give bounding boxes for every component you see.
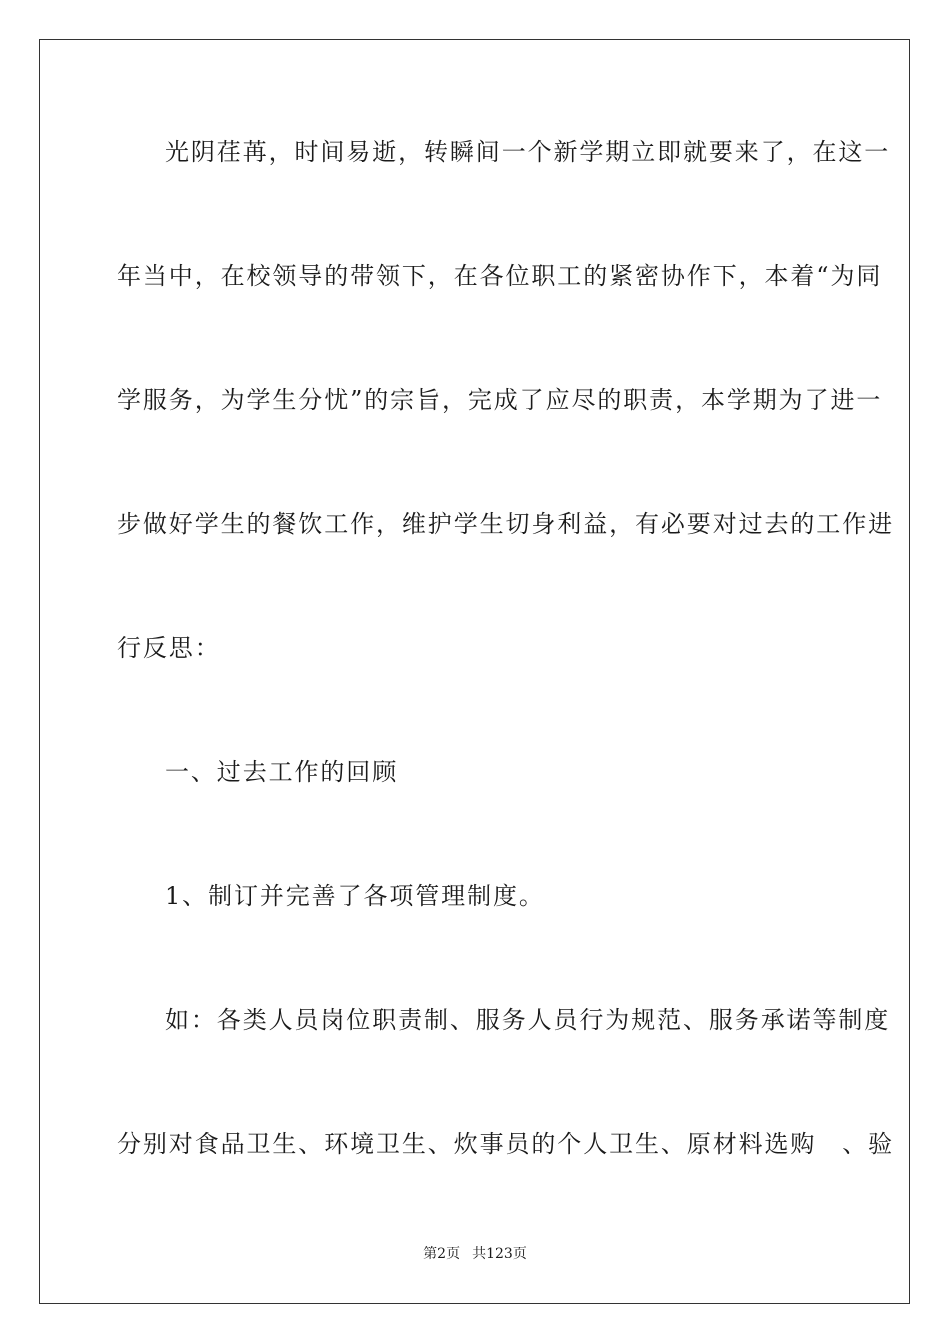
page-number: 第2页 [423, 1246, 461, 1262]
paragraph-line: 步做好学生的餐饮工作，维护学生切身利益，有必要对过去的工作进 [117, 510, 894, 538]
section-heading: 一、过去工作的回顾 [165, 758, 399, 786]
paragraph-line: 分别对食品卫生、环境卫生、炊事员的个人卫生、原材料选购 、验 [117, 1130, 894, 1158]
paragraph-line: 如：各类人员岗位职责制、服务人员行为规范、服务承诺等制度 [165, 1006, 891, 1034]
list-item: 1、制订并完善了各项管理制度。 [165, 882, 545, 910]
paragraph-line: 行反思： [117, 634, 221, 662]
page-footer [0, 1244, 950, 1264]
page-border [39, 39, 910, 1304]
paragraph-line: 学服务，为学生分忧”的宗旨，完成了应尽的职责，本学期为了进一 [117, 386, 883, 414]
paragraph-line: 年当中，在校领导的带领下，在各位职工的紧密协作下，本着“为同 [117, 262, 883, 290]
page-total: 共123页 [472, 1246, 527, 1262]
paragraph-line: 光阴荏苒，时间易逝，转瞬间一个新学期立即就要来了，在这一 [165, 138, 891, 166]
